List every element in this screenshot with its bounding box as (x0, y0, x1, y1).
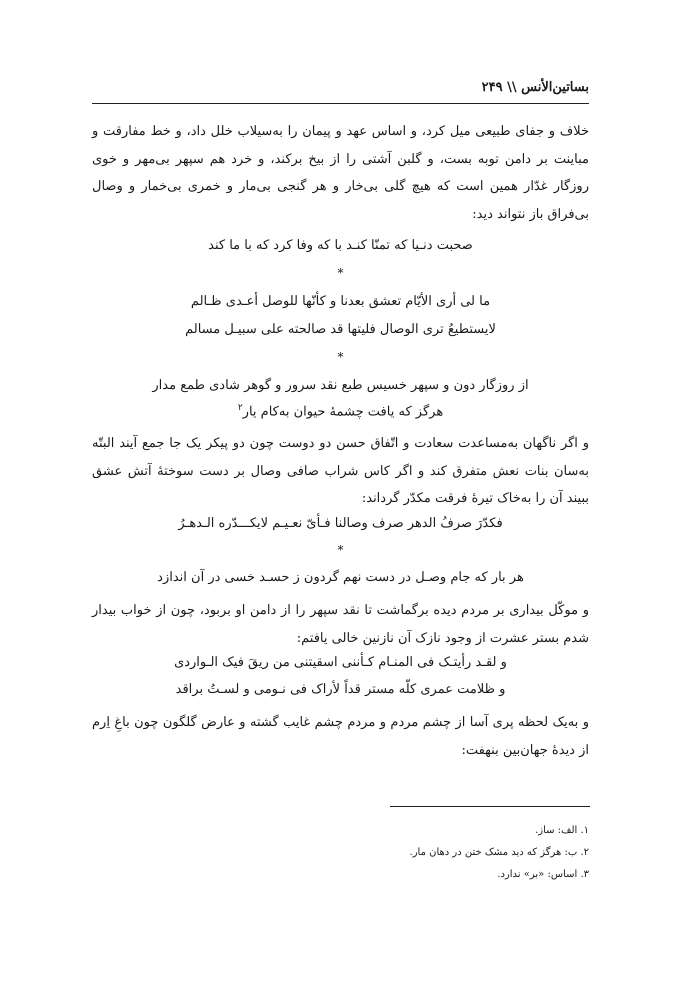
arabic-verse-2: فکدّرَ صرفُ الدهر صرف وصالنا فـأیّ نعـیـم لایکـــدّره الـدهـرُ (178, 516, 503, 531)
arabic-verse-1-line-1: ما لی أری الأیّام تعشق بعدنا و کأنّها للوصل أعـدی ظـالم (190, 294, 491, 309)
persian-verse-2-line-2 (0, 403, 681, 419)
footnote-rule (390, 806, 590, 807)
footnote-3: ۳. اساس: «بر» ندارد. (497, 869, 589, 880)
persian-verse-2-line-1: از روزگار دون و سپهر خسیس طبع نقد سرور و گوهر شادی طمع مدار (152, 378, 529, 393)
running-header (92, 80, 589, 100)
arabic-verse-3-line-2: و ظلامت عمری کلّه مستر قداً لأراک فی نـومی و لسـتُ براقد (175, 682, 506, 697)
paragraph-2-text: و اگر ناگهان به‌مساعدت سعادت و اتّفاق حسن دو دوست چون دو پیکر یک جا جمع آیند البتّه به‌سان بنات نعش متفرق کند و اگر کاس شراب صافی وصال بر دست سوختهٔ آتش عشق ببیند آن را به‌خاک تیرهٔ فرقت مکدّر گرداند: (92, 436, 589, 506)
persian-verse-1-text: صحبت دنـیا که تمنّا کنـد با که وفا کرد که با ما کند (208, 238, 473, 253)
footnote-1: ۱. الف: ساز. (535, 825, 589, 836)
verse-separator: * (337, 350, 344, 364)
paragraph-3-text: و موکّل بیداری بر مردم دیده برگماشت تا نقد سپهر را از دامن او بربود، چون از خواب بیدار شدم بستر عشرت از وجود نازک آن نازنین خالی یافتم: (92, 603, 589, 646)
arabic-verse-1-line-2: لایستطیعُ تری الوصال فلیتها قد صالحته علی سبیـل مسالم (185, 322, 496, 337)
footnote-2: ۲. ب: هرگز که دید مشک ختن در دهان مار. (409, 847, 589, 858)
paragraph-1 (92, 118, 589, 228)
verse-separator: * (337, 543, 344, 557)
arabic-verse-3-line-1: و لقـد رأیتـک فی المنـام کـأننی اسقیتنی من ریقَ فیک الـواردی (174, 655, 507, 670)
footnotes (92, 820, 589, 886)
verse-separator: * (337, 266, 344, 280)
header-title: بساتین‌الأنس \\ ۲۴۹ (481, 80, 589, 95)
paragraph-4 (92, 709, 589, 764)
paragraph-3 (92, 597, 589, 652)
paragraph-2 (92, 430, 589, 513)
paragraph-1-text: خلاف و جفای طبیعی میل کرد، و اساس عهد و پیمان را به‌سیلاب خلل داد، و خط مفارقت و مباینت بر دامن توبه بست، و گلبن آشتی را از بیخ برکند، و خرد هم سپهر بی‌مهر و خوی روزگار غدّار همین است که هیچ گلی بی‌خار و هر گنجی بی‌مار و خمری بی‌خمار و وصال بی‌فراق باز نتواند دید: (92, 124, 589, 222)
persian-verse-1 (0, 238, 681, 253)
header-rule (92, 103, 589, 104)
paragraph-4-text: و به‌یک لحظه پری آسا از چشم مردم و مردم چشم غایب گشته و عارض گلگون چون باغِ اِرم از دیدهٔ جهان‌بین بنهفت: (92, 715, 589, 758)
persian-verse-2-line-2-text: هرگز که یافت چشمهٔ حیوان به‌کام یار (242, 404, 444, 420)
footnote-marker: ۲ (237, 403, 243, 413)
persian-verse-3: هر بار که جام وصـل در دست نهم گردون ز حسـد خسی در آن اندازد (157, 570, 524, 585)
